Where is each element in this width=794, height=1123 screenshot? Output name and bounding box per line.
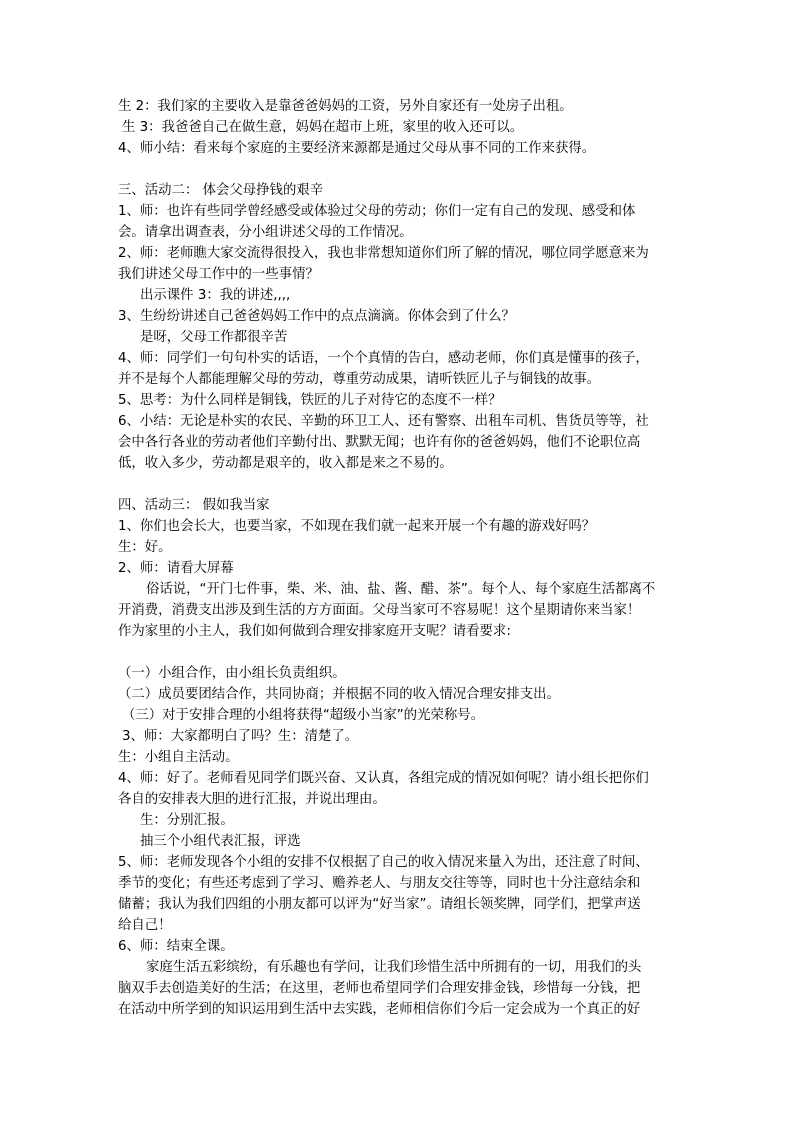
text-line: 生 3：我爸爸自己在做生意，妈妈在超市上班，家里的收入还可以。 xyxy=(122,120,524,135)
text-line: 作为家里的小主人，我们如何做到合理安排家庭开支呢？请看要求: xyxy=(118,624,511,639)
text-line: 6、师：结束全课。 xyxy=(118,939,234,954)
text-line: 2、师：老师瞧大家交流得很投入，我也非常想知道你们所了解的情况，哪位同学愿意来为 xyxy=(118,246,649,261)
text-line: 1、师：也许有些同学曾经感受或体验过父母的劳动；你们一定有自己的发现、感受和体 xyxy=(118,204,636,219)
text-line: 是呀，父母工作都很辛苦 xyxy=(140,330,288,345)
text-line: 三、活动二： 体会父母挣钱的艰辛 xyxy=(118,183,324,198)
text-line: （一）小组合作，由小组长负责组织。 xyxy=(118,666,346,681)
blank-line xyxy=(118,642,678,663)
text-line: 俗话说，“开门七件事，柴、米、油、盐、酱、醋、茶”。每个人、每个家庭生活都离不 xyxy=(146,582,656,597)
text-line: 在活动中所学到的知识运用到生活中去实践，老师相信你们今后一定会成为一个真正的好 xyxy=(118,1002,641,1017)
text-line: 3、生纷纷讲述自己爸爸妈妈工作中的点点滴滴。你体会到了什么？ xyxy=(118,309,515,324)
text-line: 3、师：大家都明白了吗？生：清楚了。 xyxy=(122,729,359,744)
text-line: 抽三个小组代表汇报，评选 xyxy=(140,834,301,849)
text-line: 4、师：同学们一句句朴实的话语，一个个真情的告白，感动老师，你们真是懂事的孩子， xyxy=(118,351,649,366)
text-line: 我们讲述父母工作中的一些事情？ xyxy=(118,267,319,282)
text-line: 给自己！ xyxy=(118,918,172,933)
text-line: 4、师小结：看来每个家庭的主要经济来源都是通过父母从事不同的工作来获得。 xyxy=(118,141,596,156)
text-line: （二）成员要团结合作，共同协商；并根据不同的收入情况合理安排支出。 xyxy=(118,687,560,702)
text-line: 2、师：请看大屏幕 xyxy=(118,561,234,576)
text-line: 各自的安排表大胆的进行汇报，并说出理由。 xyxy=(118,792,386,807)
text-line: 1、你们也会长大，也要当家，不如现在我们就一起来开展一个有趣的游戏好吗？ xyxy=(118,519,596,534)
text-line: 生：好。 xyxy=(118,540,172,555)
text-line: 开消费，消费支出涉及到生活的方方面面。父母当家可不容易呢！这个星期请你来当家！ xyxy=(118,603,641,618)
text-line: 出示课件 3：我的讲述,,,, xyxy=(140,288,291,303)
text-line: 低，收入多少，劳动都是艰辛的，收入都是来之不易的。 xyxy=(118,456,453,471)
text-line: 家庭生活五彩缤纷，有乐趣也有学问，让我们珍惜生活中所拥有的一切，用我们的头 xyxy=(146,960,642,975)
text-line: 生：小组自主活动。 xyxy=(118,750,239,765)
text-line: 并不是每个人都能理解父母的劳动，尊重劳动成果，请听铁匠儿子与铜钱的故事。 xyxy=(118,372,601,387)
blank-line xyxy=(118,159,678,180)
text-line: 储蓄；我认为我们四组的小朋友都可以评为“好当家”。请组长领奖牌，同学们，把掌声送 xyxy=(118,897,641,912)
text-line: 会中各行各业的劳动者他们辛勤付出、默默无闻；也许有你的爸爸妈妈，他们不论职位高 xyxy=(118,435,641,450)
text-line: 季节的变化；有些还考虑到了学习、赡养老人、与朋友交往等等，同时也十分注意结余和 xyxy=(118,876,641,891)
text-line: 5、师：老师发现各个小组的安排不仅根据了自己的收入情况来量入为出，还注意了时间、 xyxy=(118,855,649,870)
text-line: 4、师：好了。老师看见同学们既兴奋、又认真，各组完成的情况如何呢？请小组长把你们 xyxy=(118,771,649,786)
text-line: 会。请拿出调查表，分小组讲述父母的工作情况。 xyxy=(118,225,413,240)
text-line: 生：分别汇报。 xyxy=(140,813,234,828)
text-line: 脑双手去创造美好的生活；在这里，老师也希望同学们合理安排金钱，珍惜每一分钱，把 xyxy=(118,981,641,996)
text-line: （三）对于安排合理的小组将获得“超级小当家”的光荣称号。 xyxy=(122,708,485,723)
text-line: 生 2：我们家的主要收入是靠爸爸妈妈的工资，另外自家还有一处房子出租。 xyxy=(118,99,573,114)
text-line: 四、活动三： 假如我当家 xyxy=(118,498,270,513)
text-line: 5、思考：为什么同样是铜钱，铁匠的儿子对待它的态度不一样？ xyxy=(118,393,502,408)
blank-line xyxy=(118,474,678,495)
text-line: 6、小结：无论是朴实的农民、辛勤的环卫工人、还有警察、出租车司机、售货员等等，社 xyxy=(118,414,649,429)
document-body xyxy=(118,96,678,1020)
